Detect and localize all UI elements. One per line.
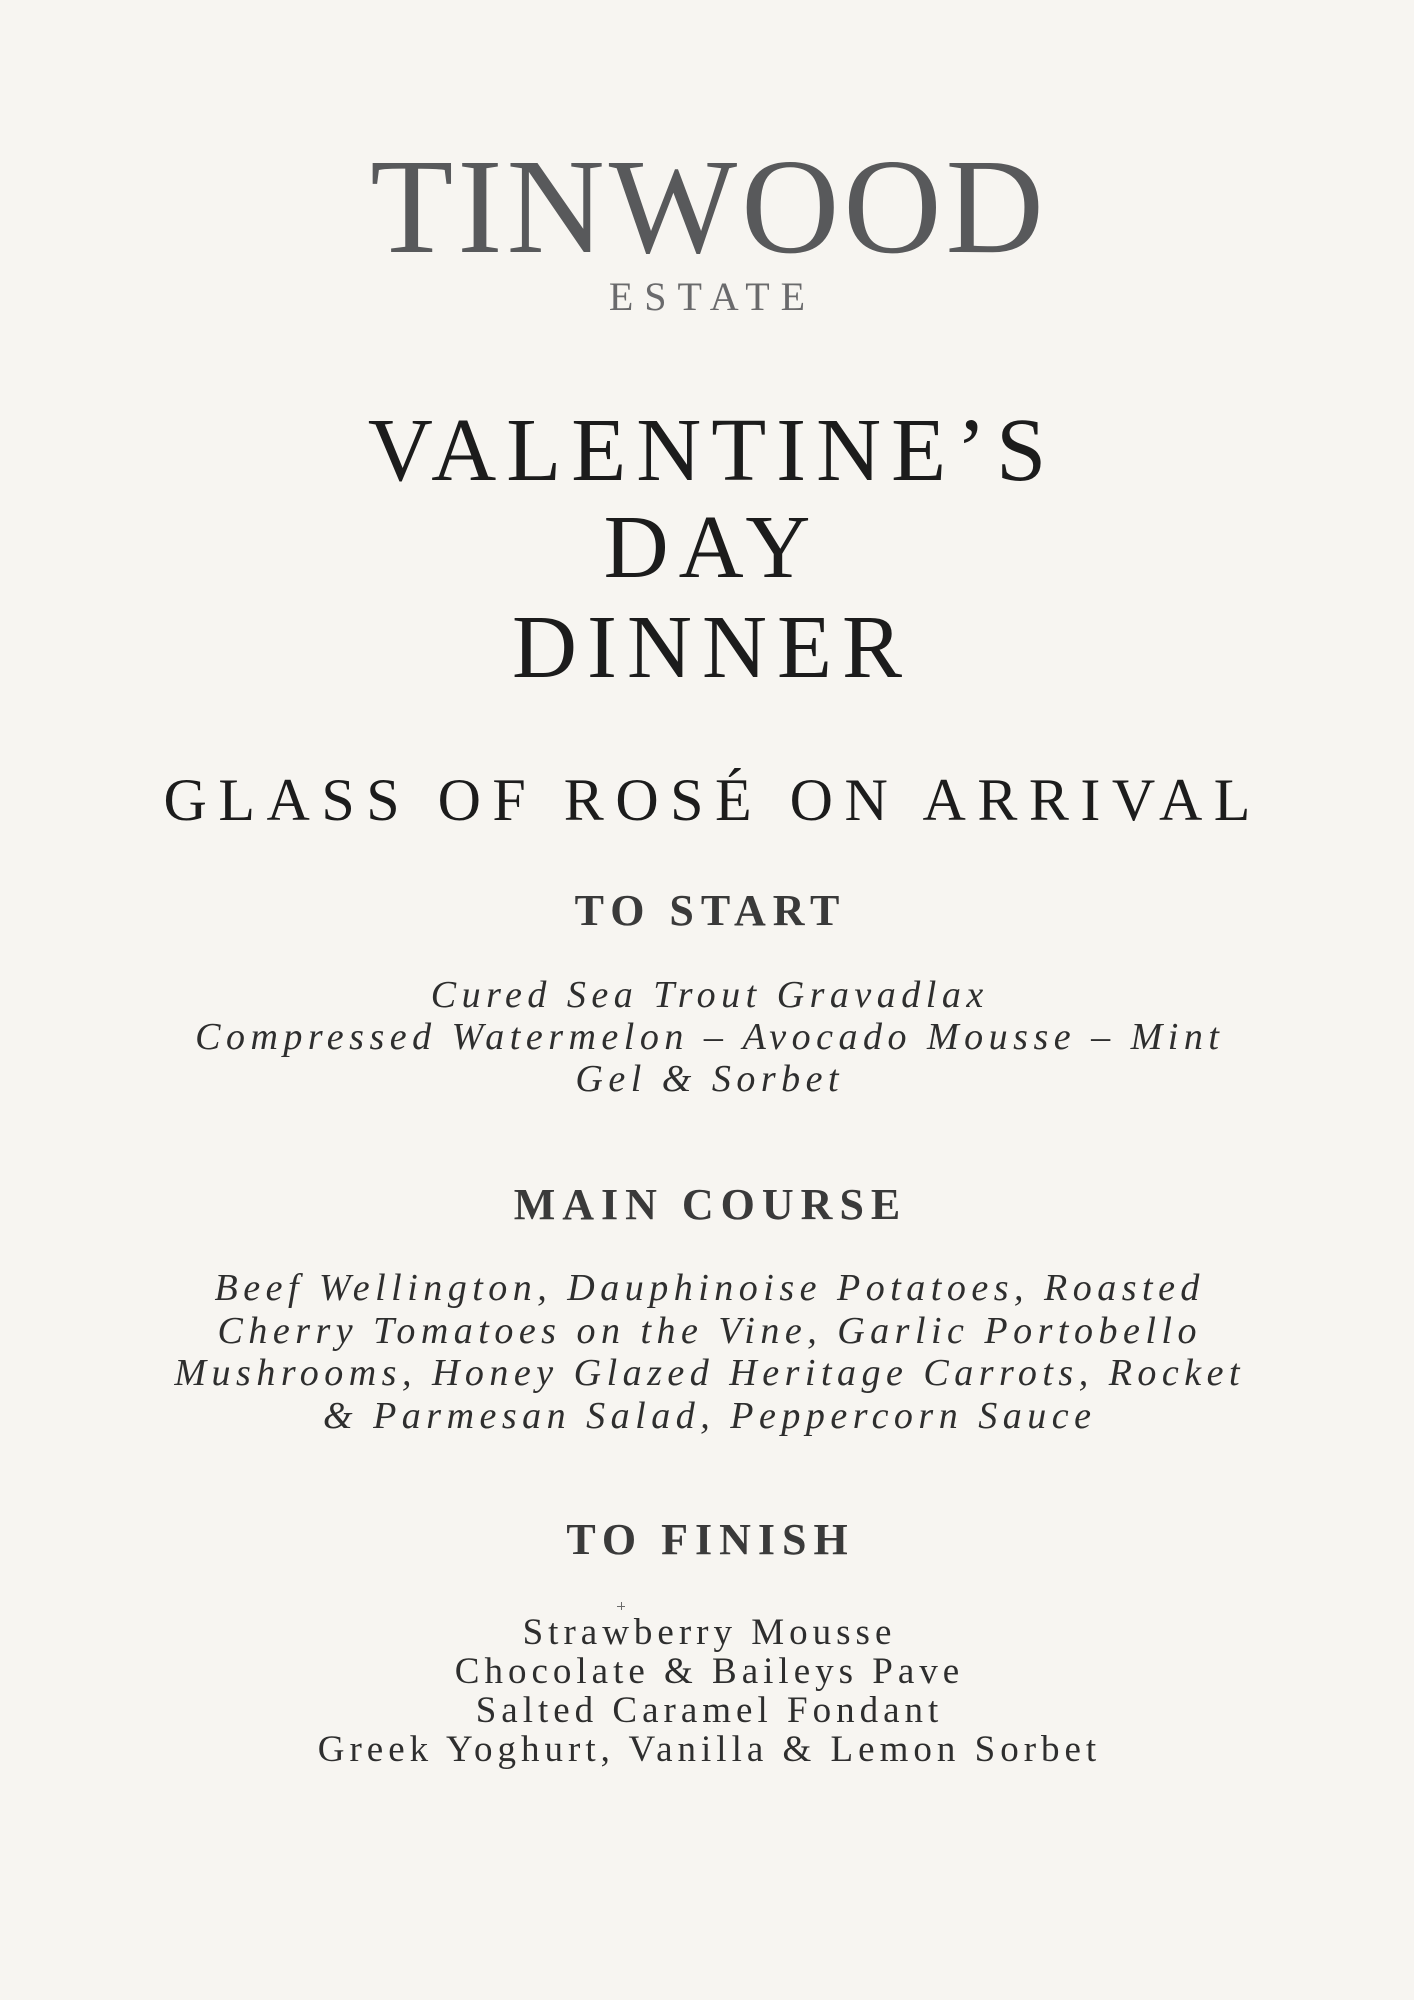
dessert-item: Chocolate & Baileys Pave <box>454 1651 965 1692</box>
logo-wordmark: TINWOOD <box>370 132 1048 282</box>
dish-line: Compressed Watermelon – Avocado Mousse – Mint <box>195 1016 1225 1058</box>
dish-line: Beef Wellington, Dauphinoise Potatoes, Roasted <box>214 1267 1205 1309</box>
title-line: VALENTINE’S <box>367 401 1057 500</box>
main-course-description <box>0 1267 1414 1437</box>
starter-description <box>0 974 1414 1100</box>
arrival-drink-note: GLASS OF ROSÉ ON ARRIVAL <box>163 767 1262 833</box>
dessert-item: Strawberry Mousse <box>522 1612 897 1653</box>
dish-line: Cherry Tomatoes on the Vine, Garlic Portobello <box>217 1309 1202 1352</box>
section-heading-main: MAIN COURSE <box>513 1180 908 1229</box>
section-heading-dessert: TO FINISH <box>566 1515 855 1564</box>
dish-line: Cured Sea Trout Gravadlax <box>430 974 989 1016</box>
dish-line: & Parmesan Salad, Peppercorn Sauce <box>323 1394 1097 1437</box>
dessert-list <box>0 1613 1414 1769</box>
dish-line: Mushrooms, Honey Glazed Heritage Carrots, Rocket <box>174 1352 1246 1394</box>
title-line: DINNER <box>512 598 912 697</box>
logo-subtitle: ESTATE <box>608 274 817 319</box>
section-heading-starter: TO START <box>574 886 847 935</box>
dessert-item: Greek Yoghurt, Vanilla & Lemon Sorbet <box>317 1729 1102 1770</box>
dessert-item: Salted Caramel Fondant <box>475 1690 944 1731</box>
dish-line: Gel & Sorbet <box>575 1058 845 1100</box>
title-line: DAY <box>603 498 821 597</box>
small-cross-mark <box>617 1602 625 1610</box>
